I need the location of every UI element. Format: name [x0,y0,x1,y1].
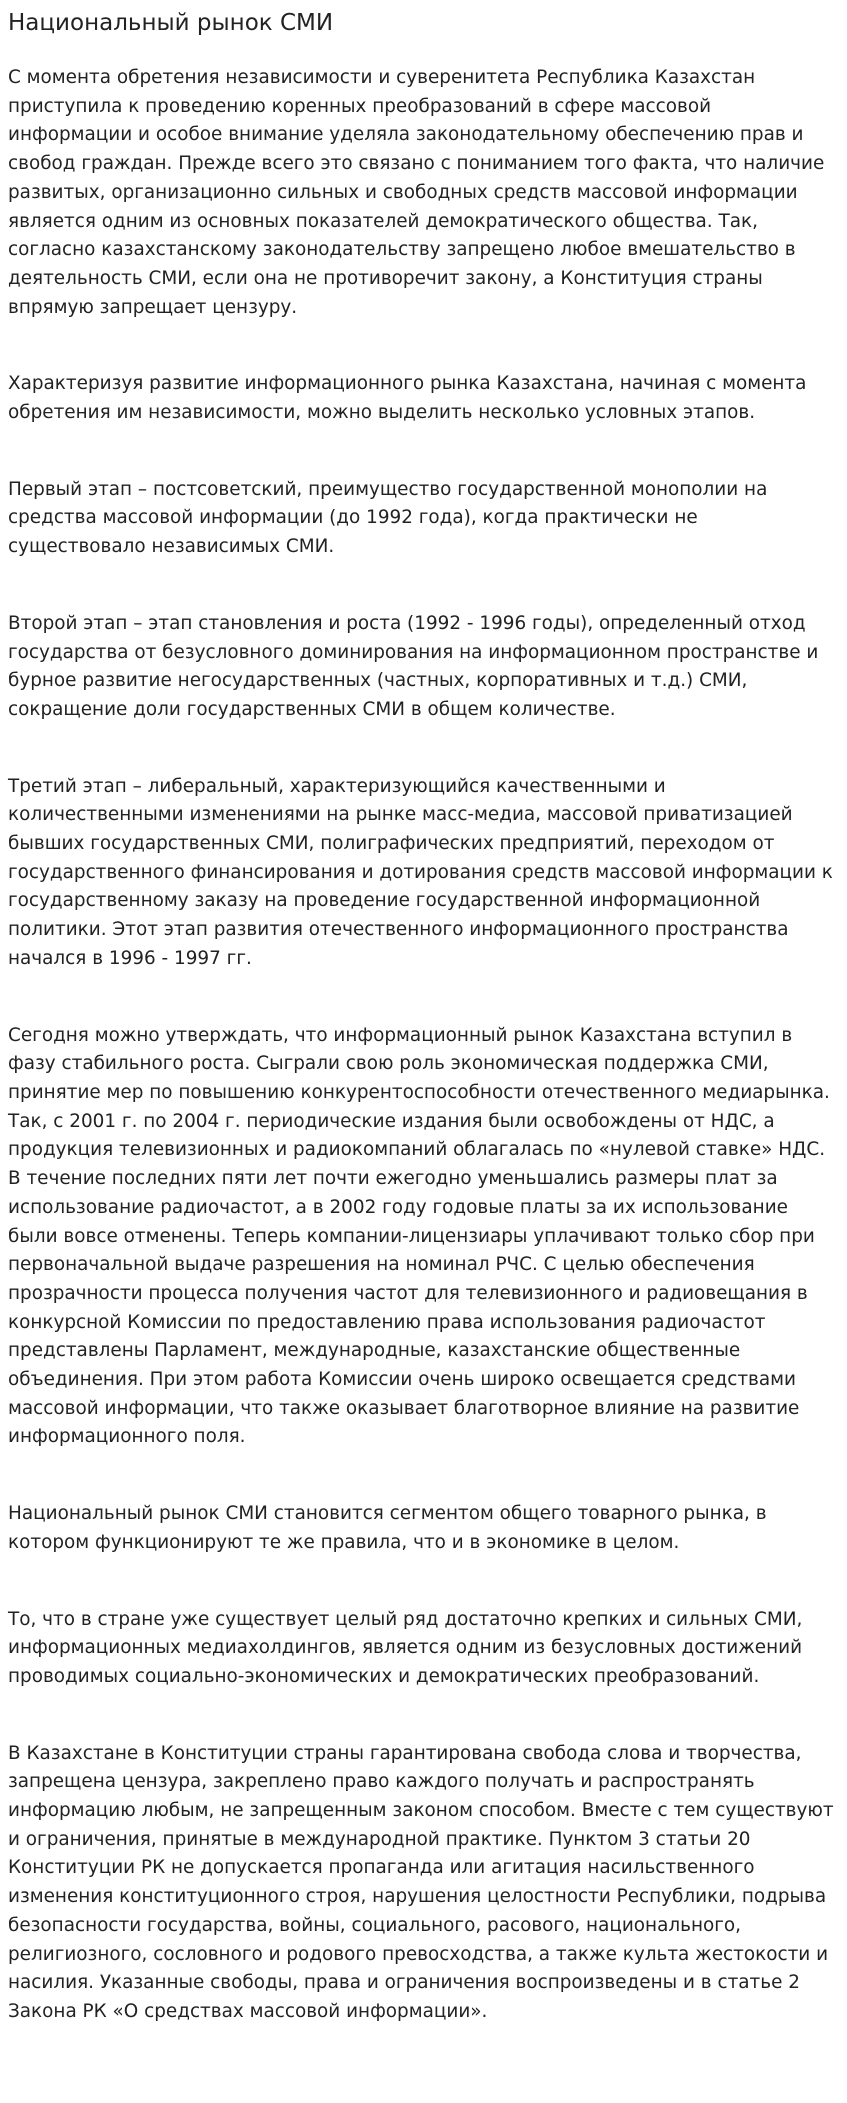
paragraph-3: Первый этап – постсоветский, преимущество государственной монополии на средства массовой информации (до 1992 года), когда практически не существовало независимых СМИ. [8,478,768,558]
paragraph-9: В Казахстане в Конституции страны гарантирована свобода слова и творчества, запрещена цензура, закреплено право каждого получать и распространять информацию любым, не запрещенным законом способом. Вместе с тем существуют и ограничения, принятые в международной практике. Пунктом 3 статьи 20 Конституции РК не допускается пропаганда или агитация насильственного изменения конституционного строя, нарушения целостности Республики, подрыва безопасности государства, войны, социального, расового, национального, религиозного, сословного и родового превосходства, а также культа жестокости и насилия. Указанные свободы, права и ограничения воспроизведены и в статье 2 Закона РК «О средствах массовой информации». [8,1742,834,2022]
paragraph-4: Второй этап – этап становления и роста (1992 - 1996 годы), определенный отход государства от безусловного доминирования на информационном пространстве и бурное развитие негосударственных (частных, корпоративных и т.д.) СМИ, сокращение доли государственных СМИ в общем количестве. [8,612,819,720]
paragraph-5: Третий этап – либеральный, характеризующийся качественными и количественными изменениями на рынке масс-медиа, массовой приватизацией бывших государственных СМИ, полиграфических предприятий, переходом от государственного финансирования и дотирования средств массовой информации к государственному заказу на проведение государственной информационной политики. Этот этап развития отечественного информационного пространства начался в 1996 - 1997 гг. [8,775,833,969]
paragraph-1: С момента обретения независимости и суверенитета Республика Казахстан приступила к проведению коренных преобразований в сфере массовой информации и особое внимание уделяла законодательному обеспечению прав и свобод граждан. Прежде всего это связано с пониманием того факта, что наличие развитых, организационно сильных и свободных средств массовой информации является одним из основных показателей демократического общества. Так, согласно казахстанскому законодательству запрещено любое вмешательство в деятельность СМИ, если она не противоречит закону, а Конституция страны впрямую запрещает цензуру. [8,67,825,318]
page-title: Национальный рынок СМИ [8,10,334,36]
article [8,0,838,2027]
paragraph-7: Национальный рынок СМИ становится сегментом общего товарного рынка, в котором функционируют те же правила, что и в экономике в целом. [8,1503,767,1553]
paragraph-6: Сегодня можно утверждать, что информационный рынок Казахстана вступил в фазу стабильного роста. Сыграли свою роль экономическая поддержка СМИ, принятие мер по повышению конкурентоспособности отечественного медиарынка. Так, с 2001 г. по 2004 г. периодические издания были освобождены от НДС, а продукция телевизионных и радиокомпаний облагалась по «нулевой ставке» НДС. В течение последних пяти лет почти ежегодно уменьшались размеры плат за использование радиочастот, а в 2002 году годовые платы за их использование были вовсе отменены. Теперь компании-лицензиары уплачивают только сбор при первоначальной выдаче разрешения на номинал РЧС. С целью обеспечения прозрачности процесса получения частот для телевизионного и радиовещания в конкурсной Комиссии по предоставлению права использования радиочастот представлены Парламент, международные, казахстанские общественные объединения. При этом работа Комиссии очень широко освещается средствами массовой информации, что также оказывает благотворное влияние на развитие информационного поля. [8,1024,830,1448]
paragraph-2: Характеризуя развитие информационного рынка Казахстана, начиная с момента обретения им независимости, можно выделить несколько условных этапов. [8,373,807,424]
paragraph-8: То, что в стране уже существует целый ряд достаточно крепких и сильных СМИ, информационных медиахолдингов, является одним из безусловных достижений проводимых социально-экономических и демократических преобразований. [8,1608,803,1687]
